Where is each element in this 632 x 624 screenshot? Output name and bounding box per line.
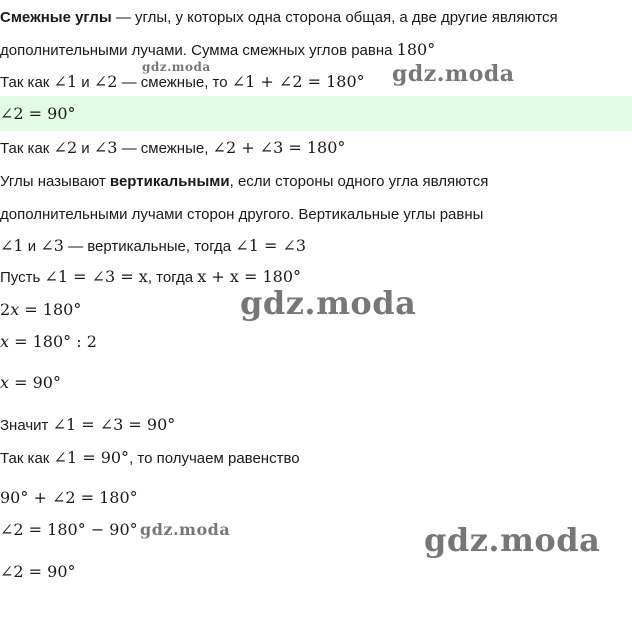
term-vertical-angles: вертикальными [109,173,230,190]
equation-2x [0,300,81,320]
equation-sum: 90° + ∠2 = 180° [0,488,138,507]
vertical-angles-line [0,236,306,257]
text: Так как [0,74,54,91]
math-angle-1: ∠1 [53,72,78,91]
definition-adjacent-line-2 [0,40,435,61]
math-equation: ∠1 = ∠3 = 90° [52,415,176,434]
equation-x-result [0,373,61,393]
math-coef: 2 [0,300,11,319]
math-equation: ∠2 + ∠3 = 180° [212,138,346,157]
conclusion-line [0,415,175,436]
math-angle-3: ∠3 [93,138,118,157]
text: Углы называют [0,173,110,190]
text: и [77,74,94,91]
math-op: + [206,267,230,286]
math-var: x [197,267,207,286]
text: и [23,238,41,255]
text: Значит [0,417,53,434]
math-equation: ∠1 = ∠3 = [44,267,139,286]
math-var: x [10,300,20,319]
highlighted-answer-row [0,96,632,131]
text: Так как [0,140,54,157]
text: — смежные, то [117,74,232,91]
math-equation: = 180° [19,300,82,319]
math-angle-2: ∠2 [93,72,118,91]
text: — смежные, [117,140,213,157]
watermark: gdz.moda [392,61,515,87]
text: Пусть [0,269,45,286]
math-var: x [0,373,10,392]
definition-vertical-line-2: дополнительными лучами сторон другого. Вертикальные углы равны [0,206,484,223]
text: , тогда [147,269,198,286]
math-var: x [229,267,239,286]
definition-vertical-line-1 [0,172,488,192]
text: , если стороны одного угла являются [229,173,489,190]
math-equation: = 90° [9,373,61,392]
watermark-large: gdz.moda [424,521,601,559]
math-angle-1: ∠1 [0,236,24,255]
math-180: 180° [396,40,436,59]
equation-x-divide [0,332,97,352]
math-var: x [138,267,148,286]
term-adjacent-angles: Смежные углы [0,9,112,26]
answer-angle-2: ∠2 = 90° [0,104,76,123]
watermark-small: gdz.moda [140,520,231,539]
math-equation: ∠1 + ∠2 = 180° [231,72,365,91]
definition-text: — углы, у которых одна сторона общая, а две другие являются [111,9,558,26]
adjacent-angles-2-3-line [0,138,345,159]
text: Так как [0,450,54,467]
equality-intro-line [0,448,300,469]
math-equation: ∠1 = 90° [53,448,130,467]
math-var: x [0,332,10,351]
math-angle-3: ∠3 [40,236,64,255]
watermark-small: gdz.moda [142,60,211,74]
math-angle-2: ∠2 [53,138,78,157]
equation-final: ∠2 = 90° [0,562,76,581]
definition-text: дополнительными лучами. Сумма смежных углов равна [0,42,397,59]
math-equation: ∠1 = ∠3 [235,236,307,255]
text: — вертикальные, тогда [63,238,236,255]
watermark-large: gdz.moda [240,284,417,322]
text: , то получаем равенство [129,450,300,467]
math-equation: = 180° : 2 [9,332,97,351]
definition-adjacent-line-1 [0,8,558,28]
equation-subtract: ∠2 = 180° − 90° [0,520,138,539]
math-equation: = 180° [238,267,302,286]
adjacent-angles-1-2-line [0,72,365,93]
text: и [77,140,94,157]
